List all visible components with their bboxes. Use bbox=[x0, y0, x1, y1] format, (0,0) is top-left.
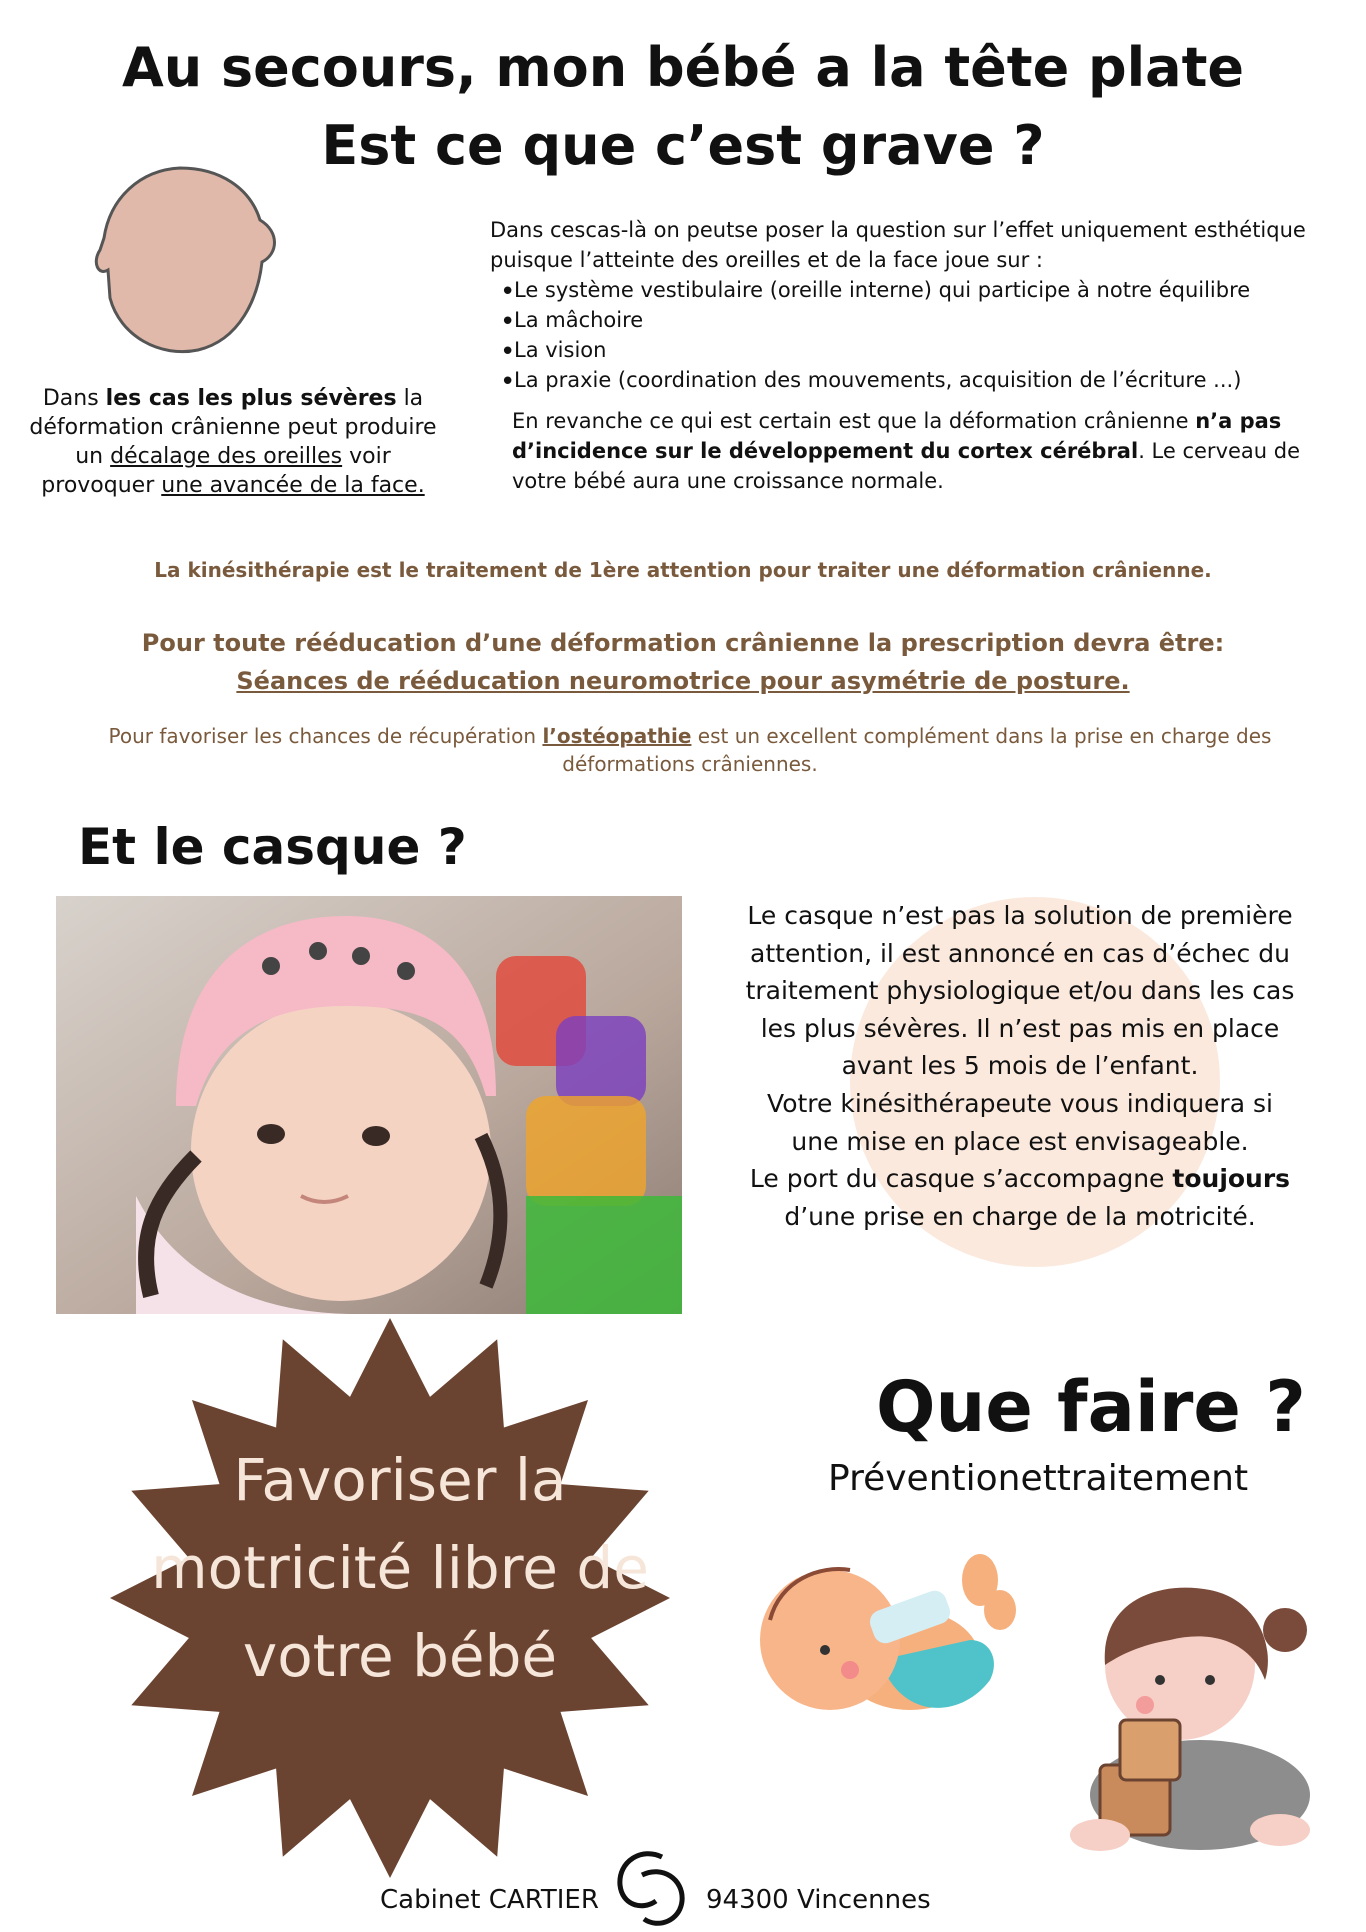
flat-head-illustration bbox=[80, 158, 290, 368]
footer-cabinet: Cabinet CARTIER bbox=[380, 1885, 599, 1915]
footer-location: 94300 Vincennes bbox=[706, 1885, 931, 1915]
child-helmet-photo bbox=[56, 896, 682, 1314]
list-item: • La vision bbox=[500, 335, 1320, 365]
prescription-detail: Séances de rééducation neuromotrice pour asymétrie de posture. bbox=[236, 667, 1130, 695]
cortex-note: En revanche ce qui est certain est que la déformation crânienne n’a pas d’incidence sur le développement du cortex cérébral. Le cerveau de votre bébé aura une croissance normale. bbox=[512, 409, 1301, 493]
list-item: • Le système vestibulaire (oreille interne) qui participe à notre équilibre bbox=[500, 275, 1320, 305]
casque-text: Le casque n’est pas la solution de première attention, il est annoncé en cas d’échec du traitement physiologique et/ou dans les cas les plus sévères. Il n’est pas mis en place avant les 5 mois de l’enfant. Votre kinésithérapeute vous indiquera si une mise en place est envisageable. Le port du casque s’accompagne toujours d’une prise en charge de la motricité. bbox=[745, 901, 1295, 1231]
left-note: Dans les cas les plus sévères la déformation crânienne peut produire un décalage des oreilles voir provoquer une avancée de la face. bbox=[29, 386, 437, 498]
list-item: • La mâchoire bbox=[500, 305, 1320, 335]
starburst-text: Favoriser la motricité libre de votre bébé bbox=[151, 1446, 649, 1690]
osteo-note: Pour favoriser les chances de récupération l’ostéopathie est un excellent complément dans la prise en charge des déformations crâniennes. bbox=[108, 724, 1272, 776]
svg-text:CC: CC bbox=[612, 1845, 614, 1846]
toddler-blocks-illustration bbox=[1060, 1570, 1340, 1860]
kine-line: La kinésithérapie est le traitement de 1ère attention pour traiter une déformation crânienne. bbox=[154, 558, 1212, 582]
que-faire-sub: Préventionettraitement bbox=[828, 1458, 1249, 1499]
que-faire-heading: Que faire ? bbox=[876, 1366, 1306, 1448]
page-subtitle: Est ce que c’est grave ? bbox=[321, 114, 1045, 177]
list-item: • La praxie (coordination des mouvements, acquisition de l’écriture ...) bbox=[500, 365, 1320, 395]
prescription-line: Pour toute rééducation d’une déformation crânienne la prescription devra être: bbox=[141, 629, 1225, 657]
intro-text: Dans cescas-là on peutse poser la question sur l’effet uniquement esthétique puisque l’atteinte des oreilles et de la face joue sur : bbox=[490, 218, 1306, 272]
casque-heading: Et le casque ? bbox=[78, 818, 467, 876]
page-title: Au secours, mon bébé a la tête plate bbox=[121, 36, 1245, 99]
baby-bottle-illustration bbox=[730, 1530, 1030, 1750]
consequence-list bbox=[500, 275, 1320, 395]
cabinet-logo bbox=[612, 1845, 692, 1931]
